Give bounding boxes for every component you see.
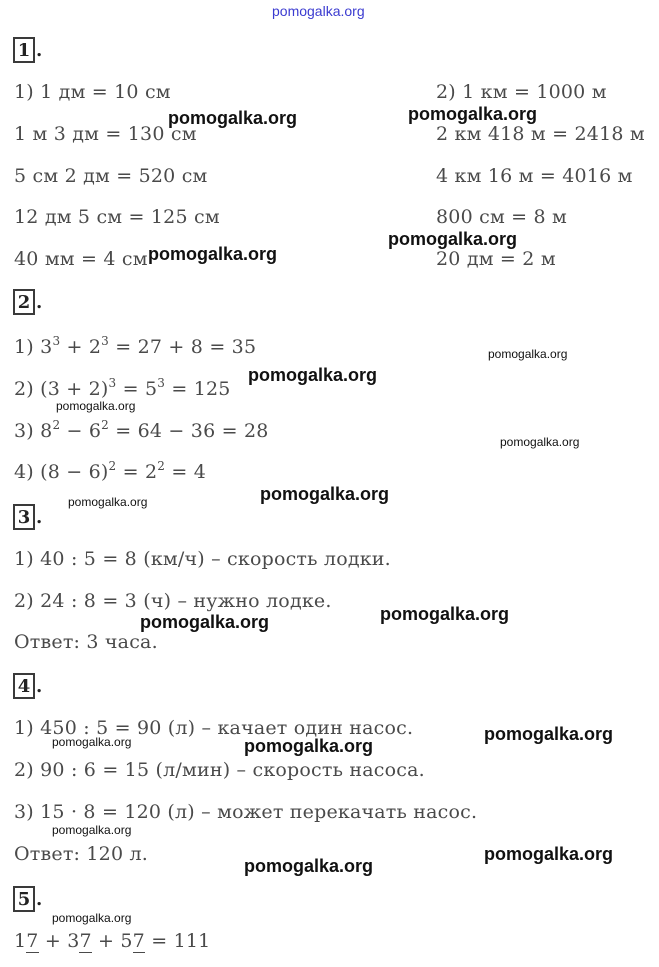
task-1-right-line: 20 дм = 2 м: [436, 248, 556, 270]
task-3-answer: Ответ: 3 часа.: [14, 631, 158, 653]
task-2-line: 2) $(3 + 2)^3 = 5^3 = 125$: [14, 376, 231, 400]
task-4-number: [13, 673, 42, 699]
task-4-answer: Ответ: 120 л.: [14, 843, 148, 865]
task-2-line: 3) $8^2 - 6^2 = 64 - 36 = 28$: [14, 418, 269, 442]
task-1-right-line: 4 км 16 м = 4016 м: [436, 165, 633, 187]
watermark-text: pomogalka.org: [244, 736, 374, 756]
task-number-box: 4: [13, 673, 35, 699]
watermark-text: pomogalka.org: [68, 495, 148, 509]
top-watermark: pomogalka.org: [272, 3, 365, 19]
task-number-dot: .: [36, 506, 43, 528]
watermark-text: pomogalka.org: [244, 856, 374, 876]
task-3-line: 1) 40 : 5 = 8 (км/ч) – скорость лодки.: [14, 548, 391, 570]
task-4-line: 2) 90 : 6 = 15 (л/мин) – скорость насоса.: [14, 759, 425, 781]
watermark-text: pomogalka.org: [148, 244, 278, 264]
task-1-right-line: 2) 1 км = 1000 м: [436, 81, 607, 103]
watermark-text: pomogalka.org: [380, 604, 510, 624]
watermark-text: pomogalka.org: [484, 844, 614, 864]
watermark-text: pomogalka.org: [168, 108, 298, 128]
task-1-left-line: 5 см 2 дм = 520 см: [14, 165, 208, 187]
task-4-line: 1) 450 : 5 = 90 (л) – качает один насос.: [14, 717, 414, 739]
task-number-box: 3: [13, 504, 35, 530]
watermark-text: pomogalka.org: [484, 724, 614, 744]
watermark-text: pomogalka.org: [56, 399, 136, 413]
task-number-dot: .: [36, 888, 43, 910]
watermark-text: pomogalka.org: [388, 229, 518, 249]
task-number-box: 5: [13, 886, 35, 912]
watermark-text: pomogalka.org: [52, 823, 132, 837]
watermark-text: pomogalka.org: [260, 484, 390, 504]
watermark-text: pomogalka.org: [140, 612, 270, 632]
task-5-number: [13, 886, 42, 912]
task-5-expression: 17 + 37 + 57 = 111: [14, 930, 211, 952]
task-2-line: 1) $3^3 + 2^3 = 27 + 8 = 35$: [14, 334, 257, 358]
watermark-text: pomogalka.org: [52, 735, 132, 749]
task-1-left-line: 1) 1 дм = 10 см: [14, 81, 171, 103]
watermark-text: pomogalka.org: [408, 104, 538, 124]
task-1-left-line: 40 мм = 4 см: [14, 248, 148, 270]
task-2-line: 4) $(8 - 6)^2 = 2^2 = 4$: [14, 459, 207, 483]
task-1-right-line: 2 км 418 м = 2418 м: [436, 123, 645, 145]
watermark-text: pomogalka.org: [488, 347, 568, 361]
task-4-line: 3) 15 · 8 = 120 (л) – может перекачать насос.: [14, 801, 478, 823]
task-2-number: [13, 289, 42, 315]
task-1-number: [13, 37, 42, 63]
task-1-left-line: 12 дм 5 см = 125 см: [14, 206, 220, 228]
task-3-number: [13, 504, 42, 530]
task-number-dot: .: [36, 291, 43, 313]
task-number-dot: .: [36, 39, 43, 61]
watermark-text: pomogalka.org: [248, 365, 378, 385]
task-3-line: 2) 24 : 8 = 3 (ч) – нужно лодке.: [14, 590, 332, 612]
watermark-text: pomogalka.org: [500, 435, 580, 449]
task-1-left-line: 1 м 3 дм = 130 см: [14, 123, 197, 145]
task-number-box: 1: [13, 37, 35, 63]
task-number-box: 2: [13, 289, 35, 315]
task-number-dot: .: [36, 675, 43, 697]
watermark-text: pomogalka.org: [52, 911, 132, 925]
task-1-right-line: 800 см = 8 м: [436, 206, 568, 228]
